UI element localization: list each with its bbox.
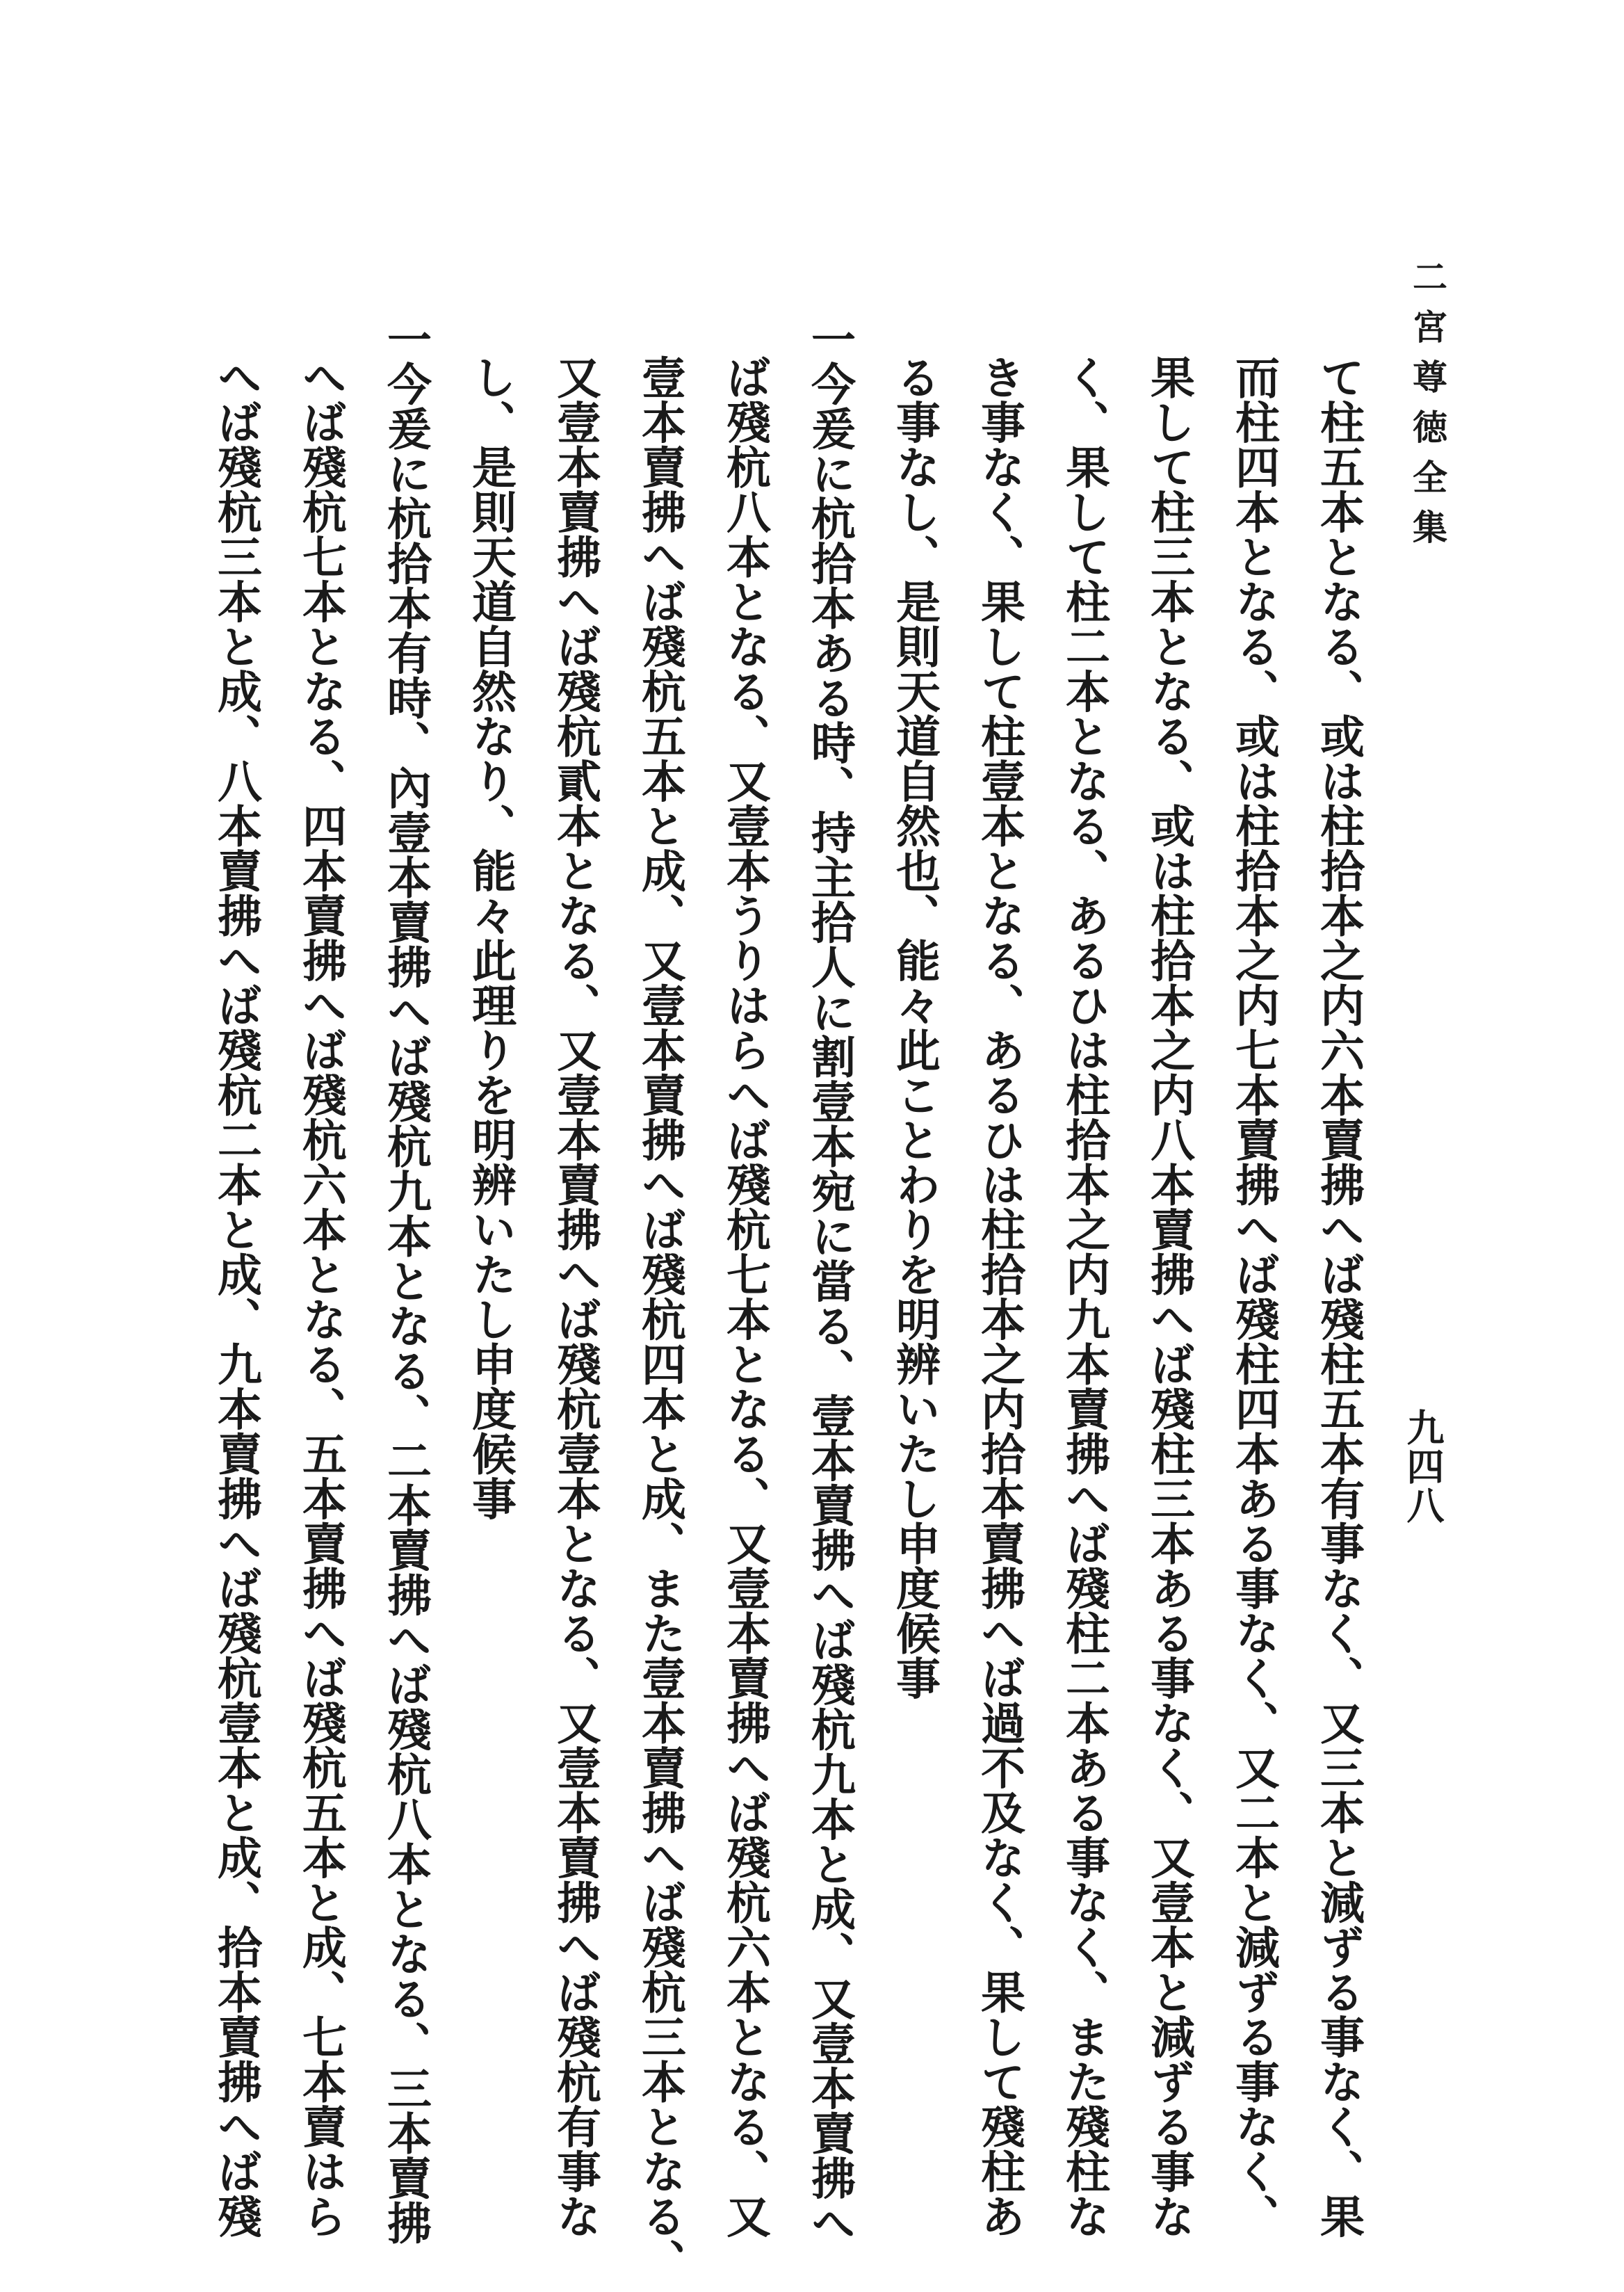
text-line: く、果して柱二本となる、あるひは柱拾本之内九本賣拂へば殘柱二本ある事なく、また殘柱な bbox=[1058, 355, 1110, 2238]
text-line: へば殘杭七本となる、四本賣拂へば殘杭六本となる、五本賣拂へば殘杭五本と成、七本賣はら bbox=[295, 355, 347, 2238]
body-text bbox=[193, 316, 1381, 2284]
text-line: 壹本賣拂へば殘杭五本と成、又壹本賣拂へば殘杭四本と成、また壹本賣拂へば殘杭三本となる、 bbox=[634, 355, 686, 2284]
text-line: 而柱四本となる、或は柱拾本之内七本賣拂へば殘柱四本ある事なく、又二本と減ずる事なく、 bbox=[1228, 355, 1280, 2238]
text-line: き事なく、果して柱壹本となる、あるひは柱拾本之内拾本賣拂へば過不及なく、果して殘柱あ bbox=[973, 355, 1025, 2238]
text-line-item-start: 一今爰に杭拾本ある時、持主拾人に割壹本宛に當る、壹本賣拂へば殘杭九本と成、又壹本賣拂へ bbox=[804, 316, 856, 2245]
text-line: 又壹本賣拂へば殘杭貳本となる、又壹本賣拂へば殘杭壹本となる、又壹本賣拂へば殘杭有事な bbox=[549, 355, 601, 2238]
text-line: て柱五本となる、或は柱拾本之内六本賣拂へば殘柱五本有事なく、又三本と減ずる事なく、果 bbox=[1313, 355, 1365, 2238]
text-line: へば殘杭三本と成、八本賣拂へば殘杭二本と成、九本賣拂へば殘杭壹本と成、拾本賣拂へば殘 bbox=[210, 355, 262, 2238]
text-line: し、是則天道自然なり、能々此理りを明辨いたし申度候事 bbox=[464, 355, 517, 1521]
text-line: る事なし、是則天道自然也、能々此ことわりを明辨いたし申度候事 bbox=[888, 355, 941, 1700]
page-number: 九四八 bbox=[1401, 1408, 1445, 1525]
text-line: ば殘杭八本となる、又壹本うりはらへば殘杭七本となる、又壹本賣拂へば殘杭六本となる、又 bbox=[719, 355, 771, 2238]
running-title: 二宮尊徳全集 bbox=[1407, 259, 1448, 559]
text-line: 果して柱三本となる、或は柱拾本之内八本賣拂へば殘柱三本ある事なく、又壹本と減ずる事な bbox=[1143, 355, 1195, 2238]
text-line-item-start: 一今爰に杭拾本有時、內壹本賣拂へば殘杭九本となる、二本賣拂へば殘杭八本となる、三本賣拂 bbox=[380, 316, 432, 2245]
